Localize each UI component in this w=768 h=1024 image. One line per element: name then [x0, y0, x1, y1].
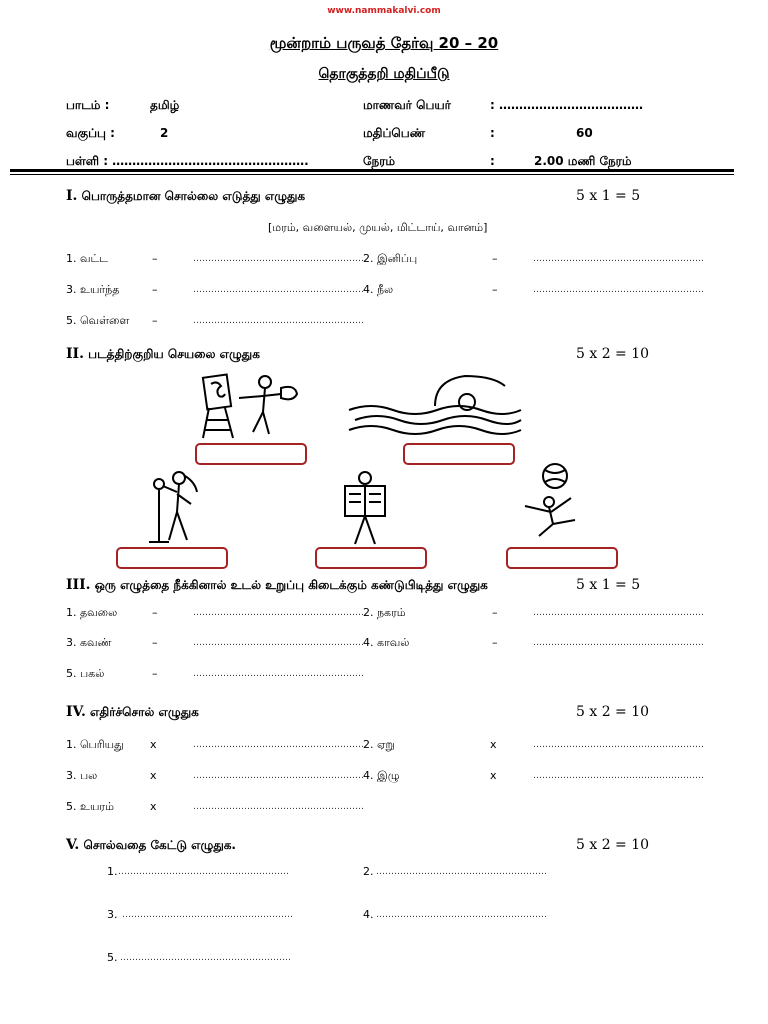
- swimming-person-illustration: [345, 372, 525, 440]
- s1-answer-line-2[interactable]: …………………………………………………: [533, 254, 704, 264]
- s4-sep-1: x: [150, 738, 157, 751]
- section-4-marks: 5 x 2 = 10: [576, 704, 650, 720]
- s5-answer-line-5[interactable]: …………………………………………………: [120, 953, 291, 963]
- s5-answer-line-2[interactable]: …………………………………………………: [376, 867, 547, 877]
- s3-answer-line-1[interactable]: …………………………………………………: [193, 608, 364, 618]
- s5-item-1: 1.: [107, 865, 118, 878]
- s4-item-2: 2. ஏறு: [363, 738, 395, 751]
- s1-sep-2: –: [492, 252, 498, 265]
- section-1-word-bank: [மரம், வளையல், முயல், மிட்டாய், வானம்]: [268, 221, 488, 234]
- s3-item-3: 3. கவண்: [66, 636, 112, 649]
- s1-item-3: 3. உயர்ந்த: [66, 283, 120, 296]
- class-label: வகுப்பு :: [66, 126, 115, 140]
- s1-answer-line-3[interactable]: …………………………………………………: [193, 285, 364, 295]
- ball-playing-person-illustration: [515, 462, 585, 546]
- s4-item-4: 4. இழு: [363, 769, 400, 782]
- s3-answer-line-5[interactable]: …………………………………………………: [193, 669, 364, 679]
- s3-item-2: 2. நகரம்: [363, 606, 406, 619]
- s1-answer-line-5[interactable]: …………………………………………………: [193, 316, 364, 326]
- section-2-heading: II. படத்திற்குறிய செயலை எழுதுக: [66, 346, 260, 362]
- section-5-marks: 5 x 2 = 10: [576, 837, 650, 853]
- exam-title: மூன்றாம் பருவத் தேர்வு 20 – 20: [269, 34, 499, 52]
- answer-box-reading[interactable]: [315, 547, 427, 569]
- s5-answer-line-1[interactable]: …………………………………………………: [118, 867, 289, 877]
- section-1-marks: 5 x 1 = 5: [576, 188, 641, 204]
- s4-answer-line-2[interactable]: …………………………………………………: [533, 740, 704, 750]
- marks-value: 60: [576, 126, 593, 140]
- s5-answer-line-4[interactable]: …………………………………………………: [376, 910, 547, 920]
- s3-answer-line-2[interactable]: …………………………………………………: [533, 608, 704, 618]
- s4-item-1: 1. பெரியது: [66, 738, 124, 751]
- answer-box-painting[interactable]: [195, 443, 307, 465]
- answer-box-ball-playing[interactable]: [506, 547, 618, 569]
- answer-box-swimming[interactable]: [403, 443, 515, 465]
- s5-item-2: 2.: [363, 865, 374, 878]
- s1-sep-4: –: [492, 283, 498, 296]
- time-colon: :: [490, 154, 495, 168]
- exam-subtitle: தொகுத்தறி மதிப்பீடு: [318, 66, 450, 82]
- answer-box-singing[interactable]: [116, 547, 228, 569]
- class-value: 2: [160, 126, 169, 140]
- section-1-heading: I. பொருத்தமான சொல்லை எடுத்து எழுதுக: [66, 188, 306, 204]
- singing-person-illustration: [135, 468, 215, 546]
- s1-sep-1: –: [152, 252, 158, 265]
- s1-sep-3: –: [152, 283, 158, 296]
- s4-answer-line-5[interactable]: …………………………………………………: [193, 802, 364, 812]
- s1-item-1: 1. வட்ட: [66, 252, 109, 265]
- section-3-marks: 5 x 1 = 5: [576, 577, 641, 593]
- s5-answer-line-3[interactable]: …………………………………………………: [122, 910, 293, 920]
- s5-item-4: 4.: [363, 908, 374, 921]
- s4-answer-line-3[interactable]: …………………………………………………: [193, 771, 364, 781]
- subject-value: தமிழ்: [150, 98, 180, 112]
- s3-answer-line-4[interactable]: …………………………………………………: [533, 638, 704, 648]
- s5-item-3: 3.: [107, 908, 118, 921]
- header-divider-thin: [10, 174, 734, 175]
- s5-item-5: 5.: [107, 951, 118, 964]
- s1-item-4: 4. நீல: [363, 283, 394, 296]
- s4-item-5: 5. உயரம்: [66, 800, 114, 813]
- marks-label: மதிப்பெண்: [363, 126, 425, 140]
- s1-answer-line-4[interactable]: …………………………………………………: [533, 285, 704, 295]
- marks-colon: :: [490, 126, 495, 140]
- header-divider: [10, 169, 734, 172]
- s4-answer-line-1[interactable]: …………………………………………………: [193, 740, 364, 750]
- s3-sep-4: –: [492, 636, 498, 649]
- s1-answer-line-1[interactable]: …………………………………………………: [193, 254, 364, 264]
- s3-item-5: 5. பகல்: [66, 667, 105, 680]
- website-url: www.nammakalvi.com: [327, 6, 441, 16]
- s4-item-3: 3. பல: [66, 769, 98, 782]
- s4-sep-4: x: [490, 769, 497, 782]
- section-2-marks: 5 x 2 = 10: [576, 346, 650, 362]
- s4-sep-3: x: [150, 769, 157, 782]
- s3-item-1: 1. தவலை: [66, 606, 118, 619]
- section-5-heading: V. சொல்வதை கேட்டு எழுதுக.: [66, 837, 236, 853]
- student-name-field: : ………………………………: [490, 98, 643, 112]
- s4-sep-2: x: [490, 738, 497, 751]
- s3-sep-1: –: [152, 606, 158, 619]
- painting-person-illustration: [195, 370, 305, 440]
- section-3-heading: III. ஒரு எழுத்தை நீக்கினால் உடல் உறுப்பு கிடைக்கும் கண்டுபிடித்து எழுதுக: [66, 577, 488, 593]
- s3-answer-line-3[interactable]: …………………………………………………: [193, 638, 364, 648]
- s4-sep-5: x: [150, 800, 157, 813]
- subject-label: பாடம் :: [66, 98, 110, 112]
- s1-sep-5: –: [152, 314, 158, 327]
- s4-answer-line-4[interactable]: …………………………………………………: [533, 771, 704, 781]
- s3-sep-3: –: [152, 636, 158, 649]
- student-name-label: மாணவர் பெயர்: [363, 98, 451, 112]
- s3-sep-5: –: [152, 667, 158, 680]
- s3-sep-2: –: [492, 606, 498, 619]
- s1-item-5: 5. வெள்ளை: [66, 314, 130, 327]
- school-field: பள்ளி : ………………………………………….: [66, 154, 309, 168]
- time-label: நேரம்: [363, 154, 396, 168]
- s3-item-4: 4. காவல்: [363, 636, 410, 649]
- time-value: 2.00 மணி நேரம்: [534, 154, 632, 168]
- section-4-heading: IV. எதிர்ச்சொல் எழுதுக: [66, 704, 199, 720]
- s1-item-2: 2. இனிப்பு: [363, 252, 418, 265]
- reading-person-illustration: [335, 470, 395, 546]
